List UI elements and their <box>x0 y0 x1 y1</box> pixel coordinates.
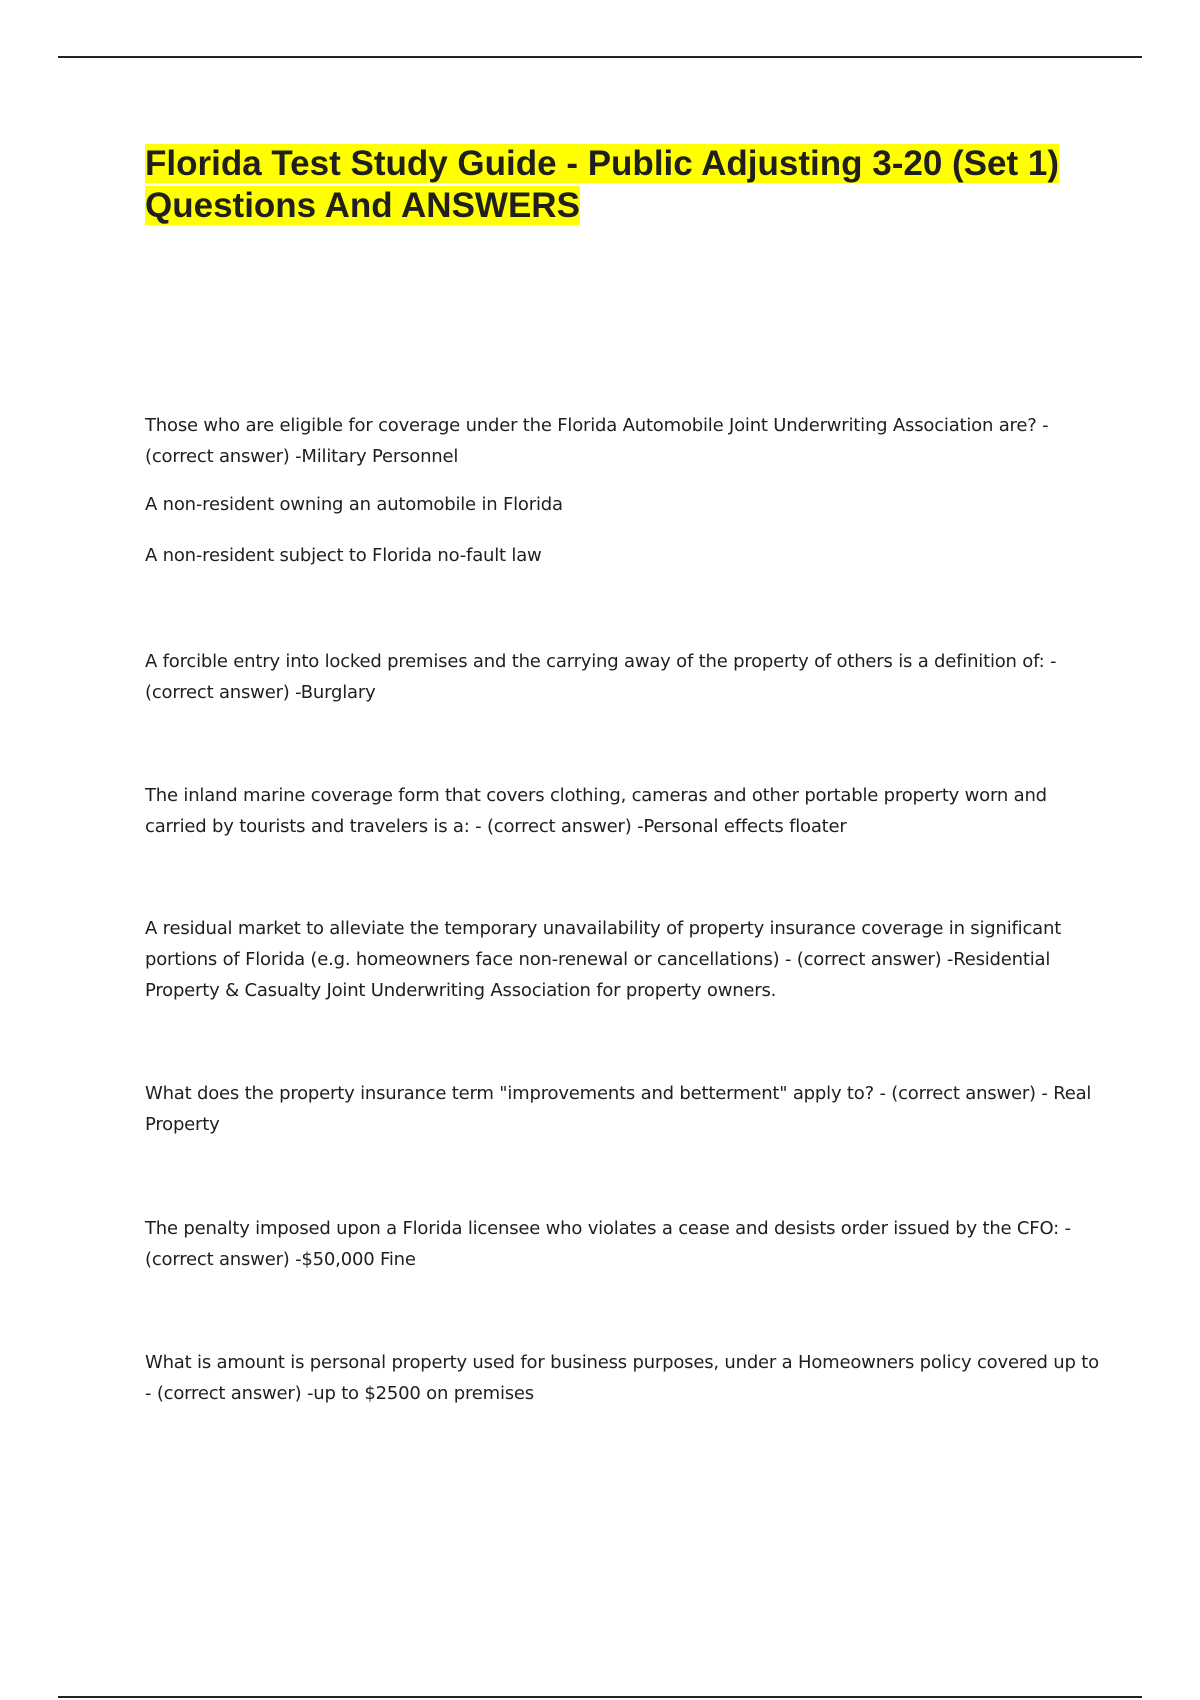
qa-item-6 <box>145 1213 1105 1275</box>
qa-item-4 <box>145 913 1105 1006</box>
qa-item-1-question: Those who are eligible for coverage under the Florida Automobile Joint Underwriting Association are? - (correct answer) -Military Personnel <box>145 415 1049 467</box>
qa-item-7-question: What is amount is personal property used for business purposes, under a Homeowners policy covered up to - (correct answer) -up to $2500 on premises <box>145 1352 1099 1404</box>
bottom-rule <box>58 1696 1142 1698</box>
qa-item-5-question: What does the property insurance term "improvements and betterment" apply to? - (correct answer) - Real Property <box>145 1083 1092 1135</box>
document-title <box>145 143 1095 227</box>
qa-item-6-question: The penalty imposed upon a Florida licensee who violates a cease and desists order issued by the CFO: - (correct answer) -$50,000 Fine <box>145 1218 1071 1270</box>
qa-item-2-question: A forcible entry into locked premises and the carrying away of the property of others is a definition of: - (correct answer) -Burglary <box>145 651 1057 703</box>
qa-item-1-line-2: A non-resident owning an automobile in Florida <box>145 494 563 515</box>
title-highlight: Florida Test Study Guide - Public Adjusting 3-20 (Set 1) Questions And ANSWERS <box>145 144 1059 225</box>
qa-item-7 <box>145 1347 1105 1409</box>
qa-item-3 <box>145 780 1105 842</box>
qa-item-2 <box>145 646 1105 708</box>
qa-item-5 <box>145 1078 1105 1140</box>
qa-item-1-line-3: A non-resident subject to Florida no-fault law <box>145 545 542 566</box>
qa-item-4-question: A residual market to alleviate the temporary unavailability of property insurance coverage in significant portions of Florida (e.g. homeowners face non-renewal or cancellations) - (correct answer) -Residential Property & Casualty Joint Underwriting Association for property owners. <box>145 918 1062 1001</box>
top-rule <box>58 56 1142 58</box>
qa-item-3-question: The inland marine coverage form that covers clothing, cameras and other portable property worn and carried by tourists and travelers is a: - (correct answer) -Personal effects floater <box>145 785 1047 837</box>
qa-item-1 <box>145 410 1105 571</box>
